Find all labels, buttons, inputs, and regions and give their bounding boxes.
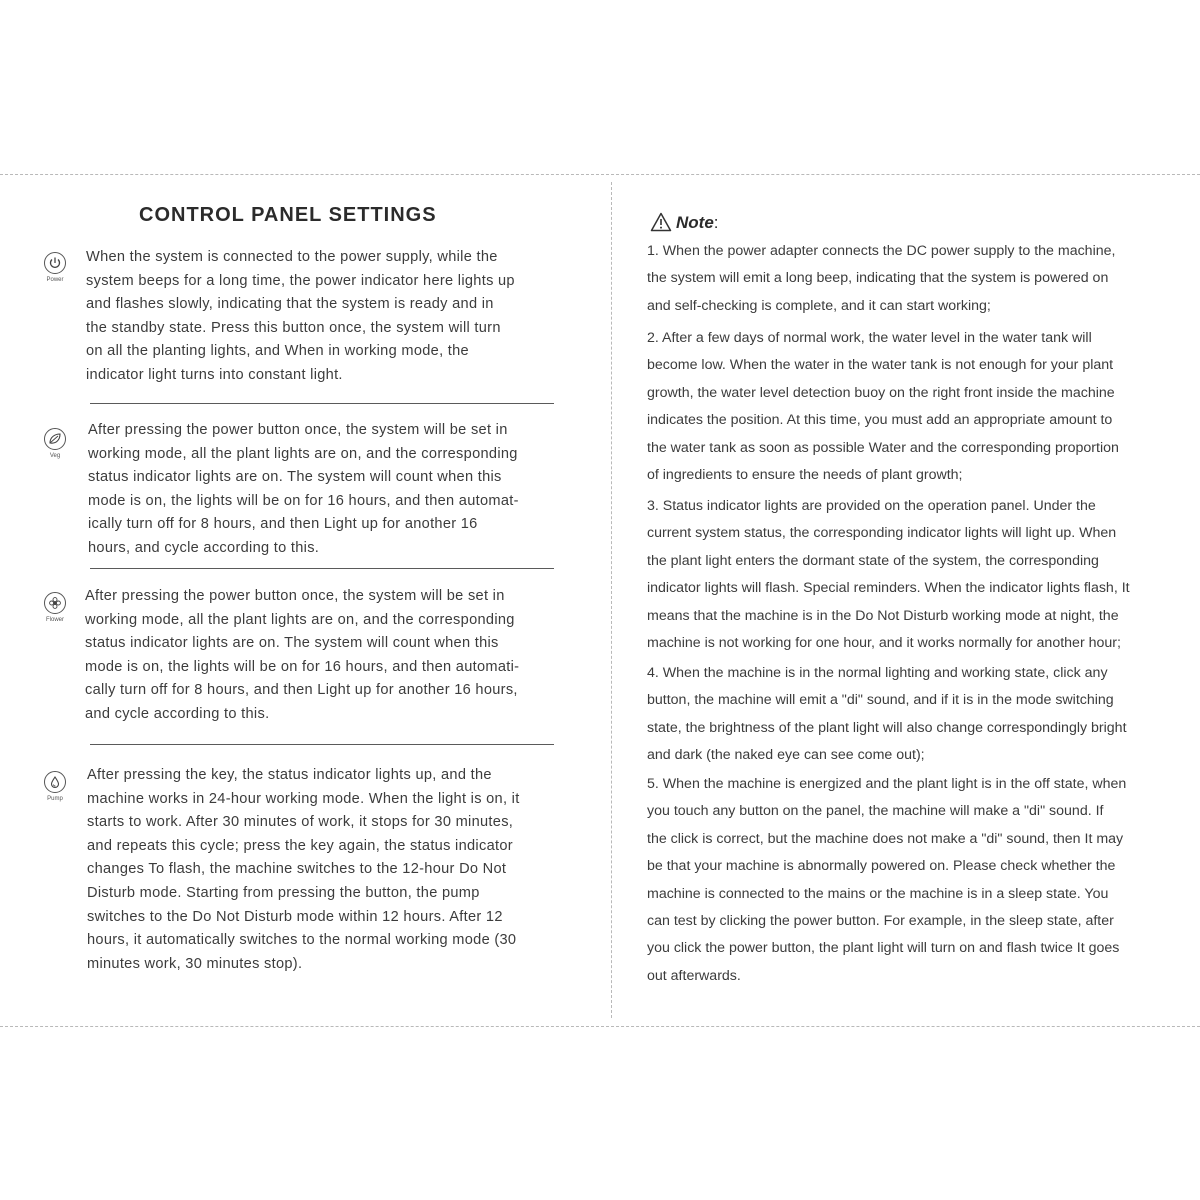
veg-label: Veg [49,453,61,459]
note-item-1: 1. When the power adapter connects the DC power supply to the machine, the system will emit a long beep, indicating that the system is powered on and self-checking is complete, and it can start working; [647,243,1116,314]
flower-button-icon-group[interactable] [37,592,73,623]
pump-description: After pressing the key, the status indicator lights up, and the machine works in 24-hour working mode. When the light is on, it starts to work. After 30 minutes of work, it stops for 30 minutes, and repeats this cycle; press the key again, the status indicator changes To flash, the machine switches to the 12-hour Do Not Disturb mode. Starting from pressing the button, the pump switches to the Do Not Disturb mode within 12 hours. After 12 hours, it automatically switches to the normal working mode (30 minutes work, 30 minutes stop). [87,767,520,972]
section-divider-1 [90,403,554,404]
note-word: Note [676,213,714,232]
note-item-4: 4. When the machine is in the normal lighting and working state, click any button, the machine will emit a "di" sound, and if it is in the mode switching state, the brightness of the plant light will also change correspondingly bright and dark (the naked eye can see come out); [647,665,1127,764]
note-item-3: 3. Status indicator lights are provided on the operation panel. Under the current system status, the corresponding indicator lights will light up. When the plant light enters the dormant state of the system, the corresponding indicator lights will flash. Special reminders. When the indicator lights flash, It means that the machine is in the Do Not Disturb working mode at night, the machine is not working for one hour, and it works normally for another hour; [647,498,1130,652]
flower-description: After pressing the power button once, the system will be set in working mode, all the plant lights are on, and the corresponding status indicator lights are on. The system will count when this mode is on, the lights will be on for 16 hours, and then automati- cally turn off for 8 hours, and then Light up for another 16 hours, and cycle according to this. [85,588,520,722]
note-item-2: 2. After a few days of normal work, the water level in the water tank will become low. When the water in the water tank is not enough for your plant growth, the water level detection buoy on the right front inside the machine indicates the position. At this time, you must add an appropriate amount to the water tank as soon as possible Water and the corresponding proportion of ingredients to ensure the needs of plant growth; [647,330,1119,484]
power-description: When the system is connected to the power supply, while the system beeps for a long time, the power indicator here lights up and flashes slowly, indicating that the system is ready and in the standby state. Press this button once, the system will turn on all the planting lights, and When in working mode, the indicator light turns into constant light. [86,249,515,383]
veg-description: After pressing the power button once, the system will be set in working mode, all the plant lights are on, and the corresponding status indicator lights are on. The system will count when this mode is on, the lights will be on for 16 hours, and then automat- ically turn off for 8 hours, and then Light up for another 16 hours, and cycle according to this. [88,422,519,556]
section-divider-2 [90,568,554,569]
note-heading [650,212,719,233]
flower-icon [44,592,66,614]
pump-label: Pump [47,796,63,802]
note-colon: : [713,213,719,232]
control-panel-title: CONTROL PANEL SETTINGS [139,204,437,226]
power-label: Power [46,277,64,283]
pump-button-icon-group[interactable] [37,771,73,802]
veg-leaf-icon [44,428,66,450]
power-button-icon-group[interactable] [37,252,73,283]
veg-button-icon-group[interactable] [37,428,73,459]
note-item-5: 5. When the machine is energized and the plant light is in the off state, when you touch any button on the panel, the machine will make a "di" sound. If the click is correct, but the machine does not make a "di" sound, then It may be that your machine is abnormally powered on. Please check whether the machine is connected to the mains or the machine is in a sleep state. You can test by clicking the power button. For example, in the sleep state, after you click the power button, the plant light will turn on and flash twice It goes out afterwards. [647,776,1127,984]
warning-triangle-icon [650,212,672,232]
flower-label: Flower [45,617,64,623]
top-dashed-border [0,174,1200,175]
pump-icon [44,771,66,793]
power-icon [44,252,66,274]
bottom-dashed-border [0,1026,1200,1027]
section-divider-3 [90,744,554,745]
center-dashed-divider [611,182,612,1018]
